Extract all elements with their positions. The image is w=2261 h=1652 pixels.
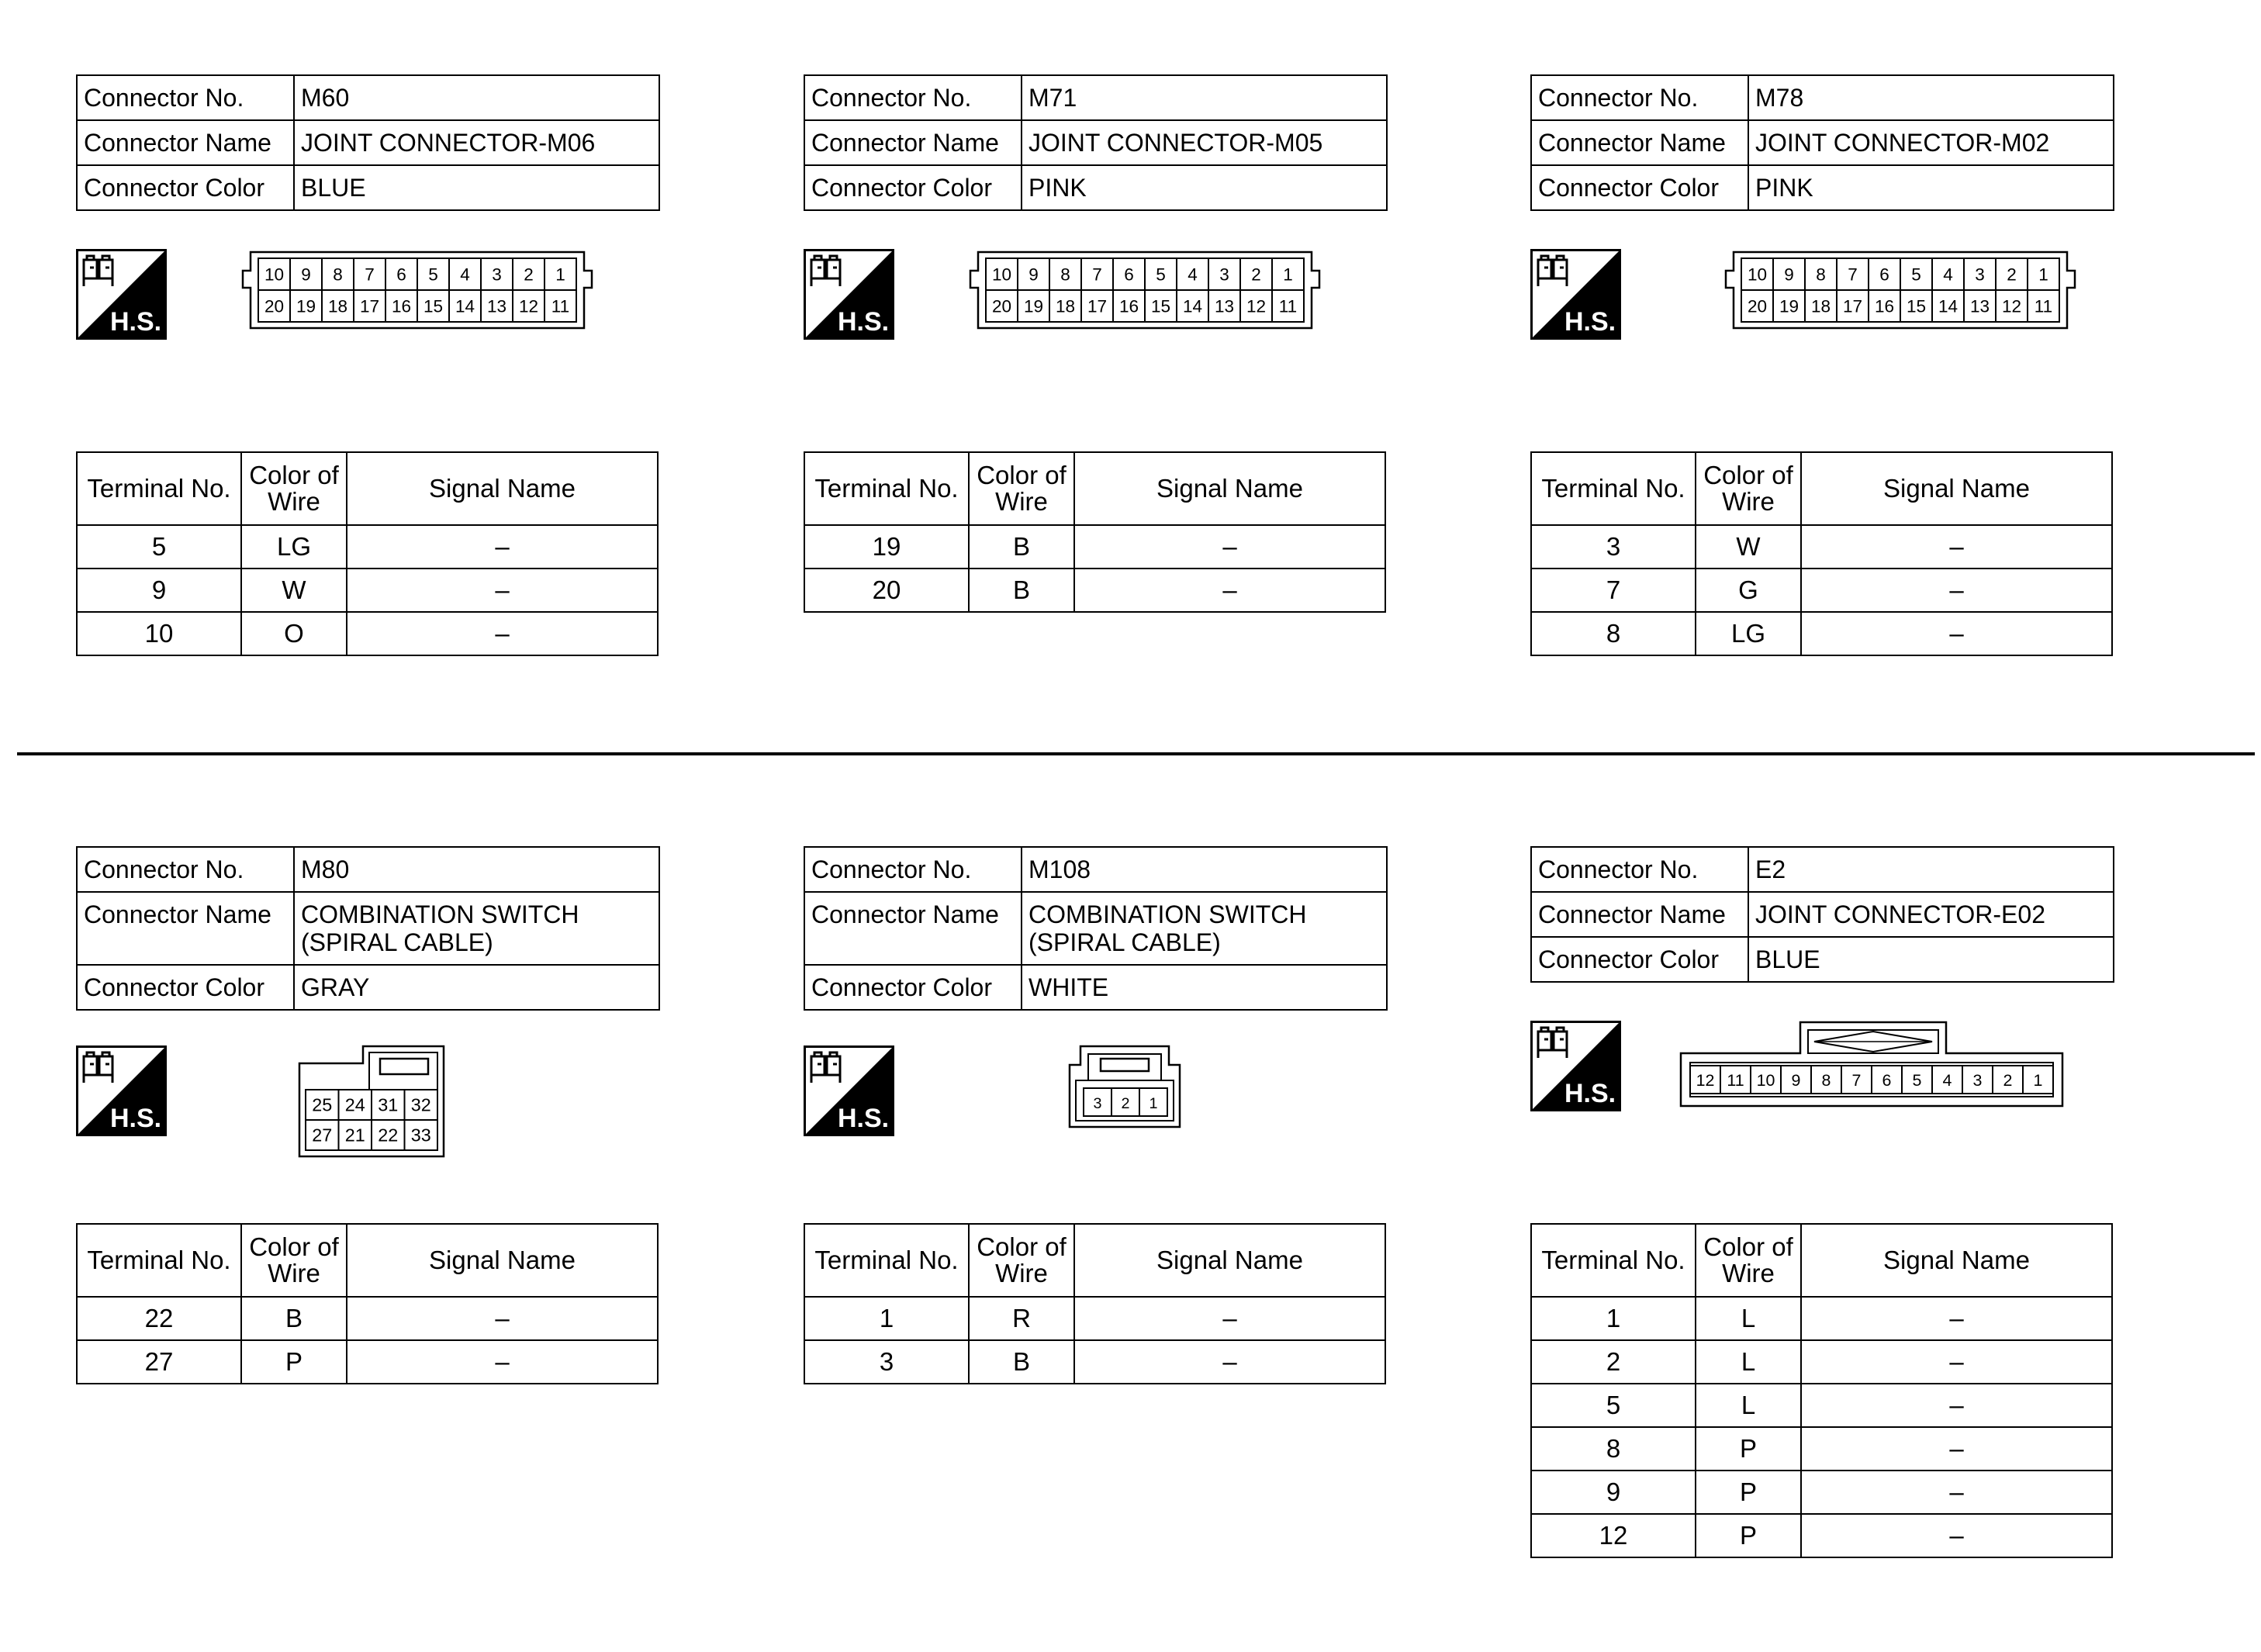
- terminal-no-header: Terminal No.: [1531, 452, 1696, 525]
- connector-face-diagram: [296, 1043, 448, 1160]
- pin-label: 25: [312, 1094, 333, 1115]
- connector-color-label: Connector Color: [804, 165, 1022, 210]
- pin-label: 2: [524, 264, 534, 285]
- pin-label: 16: [1874, 296, 1895, 316]
- hs-badge-label: H.S.: [109, 307, 162, 337]
- signal-name-header: Signal Name: [1801, 452, 2112, 525]
- pin-label: 21: [344, 1125, 365, 1146]
- connector-no-value: M80: [294, 847, 659, 892]
- pin-label: 15: [423, 296, 444, 316]
- pin-label: 10: [264, 264, 285, 285]
- pin-label: 18: [1810, 296, 1831, 316]
- pin-label: 6: [1882, 1071, 1892, 1090]
- table-row: 20 B –: [804, 569, 1385, 612]
- connector-info-table: [1530, 846, 2114, 983]
- table-row: 10 O –: [77, 612, 658, 655]
- pin-label: 9: [1029, 264, 1039, 285]
- pin-label: 14: [1182, 296, 1203, 316]
- terminal-table: [1530, 1223, 2113, 1558]
- pin-label: 6: [1879, 264, 1889, 285]
- connector-info-table: [76, 74, 660, 211]
- terminal-no-header: Terminal No.: [804, 452, 969, 525]
- harness-side-icon: [804, 249, 894, 340]
- table-row: 3 B –: [804, 1340, 1385, 1384]
- pin-label: 20: [264, 296, 285, 316]
- pin-label: 33: [410, 1125, 431, 1146]
- connector-color-value: BLUE: [294, 165, 659, 210]
- pin-label: 12: [2001, 296, 2022, 316]
- pin-label: 17: [359, 296, 380, 316]
- hs-badge-label: H.S.: [1564, 1079, 1616, 1108]
- hs-badge-label: H.S.: [837, 307, 890, 337]
- connector-name-value: COMBINATION SWITCH (SPIRAL CABLE): [1022, 892, 1387, 965]
- pin-label: 5: [1911, 264, 1921, 285]
- harness-side-icon: [76, 249, 167, 340]
- pin-label: 5: [428, 264, 438, 285]
- connector-name-value: JOINT CONNECTOR-E02: [1748, 892, 2114, 937]
- pin-label: 1: [2038, 264, 2048, 285]
- harness-side-icon: [1530, 249, 1621, 340]
- pin-label: 2: [2003, 1071, 2013, 1090]
- connector-color-label: Connector Color: [77, 965, 294, 1010]
- harness-side-icon: [804, 1045, 894, 1136]
- wire-color-header: Color of Wire: [1696, 1224, 1801, 1297]
- pin-label: 5: [1156, 264, 1166, 285]
- connector-name-value: JOINT CONNECTOR-M02: [1748, 120, 2114, 165]
- signal-name-header: Signal Name: [1074, 1224, 1385, 1297]
- harness-side-icon: [76, 1045, 167, 1136]
- table-row: 12 P –: [1531, 1514, 2112, 1557]
- pin-label: 19: [1023, 296, 1044, 316]
- pin-label: 3: [1975, 264, 1985, 285]
- connector-info-table: [804, 846, 1388, 1011]
- connector-face-diagram: [1718, 247, 2083, 333]
- pin-label: 16: [391, 296, 412, 316]
- harness-side-icon: [1530, 1021, 1621, 1111]
- pin-label: 7: [1848, 264, 1858, 285]
- wire-color-header: Color of Wire: [241, 1224, 347, 1297]
- pin-label: 9: [1791, 1071, 1801, 1090]
- table-row: 5 LG –: [77, 525, 658, 569]
- connector-info-table: [76, 846, 660, 1011]
- pin-label: 2: [2007, 264, 2017, 285]
- pin-label: 12: [518, 296, 539, 316]
- pin-label: 17: [1087, 296, 1108, 316]
- pin-label: 18: [327, 296, 348, 316]
- connector-color-label: Connector Color: [1531, 165, 1748, 210]
- table-row: 3 W –: [1531, 525, 2112, 569]
- pin-label: 8: [1816, 264, 1826, 285]
- pin-label: 1: [2033, 1071, 2043, 1090]
- pin-label: 19: [296, 296, 316, 316]
- table-row: 9 P –: [1531, 1471, 2112, 1514]
- pin-label: 15: [1150, 296, 1171, 316]
- connector-info-table: [1530, 74, 2114, 211]
- pin-label: 13: [486, 296, 507, 316]
- pin-label: 2: [1251, 264, 1261, 285]
- pin-label: 3: [1972, 1071, 1983, 1090]
- hs-badge-label: H.S.: [109, 1104, 162, 1133]
- pin-label: 9: [1784, 264, 1794, 285]
- connector-no-value: E2: [1748, 847, 2114, 892]
- connector-no-value: M78: [1748, 75, 2114, 120]
- table-row: 22 B –: [77, 1297, 658, 1340]
- connector-color-value: GRAY: [294, 965, 659, 1010]
- pin-label: 7: [365, 264, 375, 285]
- wire-color-header: Color of Wire: [1696, 452, 1801, 525]
- table-row: 19 B –: [804, 525, 1385, 569]
- pin-label: 11: [2034, 296, 2053, 316]
- table-row: 8 LG –: [1531, 612, 2112, 655]
- wire-color-header: Color of Wire: [969, 1224, 1074, 1297]
- pin-label: 1: [1283, 264, 1293, 285]
- pin-label: 3: [1093, 1095, 1102, 1112]
- terminal-table: [1530, 451, 2113, 656]
- signal-name-header: Signal Name: [347, 452, 658, 525]
- connector-color-value: WHITE: [1022, 965, 1387, 1010]
- pin-label: 4: [1188, 264, 1198, 285]
- connector-color-label: Connector Color: [1531, 937, 1748, 982]
- pin-label: 11: [551, 296, 570, 316]
- connector-face-diagram: [1678, 1019, 2066, 1109]
- connector-block-e2: [1530, 846, 2120, 1622]
- wire-color-header: Color of Wire: [241, 452, 347, 525]
- pin-label: 8: [1060, 264, 1070, 285]
- connector-no-value: M108: [1022, 847, 1387, 892]
- pin-label: 16: [1118, 296, 1139, 316]
- terminal-no-header: Terminal No.: [1531, 1224, 1696, 1297]
- pin-label: 8: [333, 264, 343, 285]
- connector-face-diagram: [235, 247, 600, 333]
- pin-label: 32: [410, 1094, 431, 1115]
- pin-label: 10: [991, 264, 1012, 285]
- connector-name-label: Connector Name: [77, 892, 294, 965]
- pin-label: 7: [1092, 264, 1102, 285]
- connector-block-m108: [804, 846, 1393, 1622]
- table-row: 1 L –: [1531, 1297, 2112, 1340]
- pin-label: 10: [1756, 1071, 1775, 1090]
- connector-face-diagram: [1065, 1043, 1184, 1130]
- connector-info-table: [804, 74, 1388, 211]
- connector-color-label: Connector Color: [77, 165, 294, 210]
- pin-label: 2: [1121, 1095, 1130, 1112]
- pin-label: 18: [1055, 296, 1076, 316]
- pin-label: 7: [1851, 1071, 1862, 1090]
- signal-name-header: Signal Name: [347, 1224, 658, 1297]
- table-row: 8 P –: [1531, 1427, 2112, 1471]
- connector-color-value: BLUE: [1748, 937, 2114, 982]
- connector-name-label: Connector Name: [1531, 892, 1748, 937]
- pin-label: 12: [1696, 1071, 1715, 1090]
- pin-label: 3: [492, 264, 502, 285]
- table-row: 2 L –: [1531, 1340, 2112, 1384]
- pin-label: 13: [1969, 296, 1990, 316]
- pin-label: 6: [396, 264, 406, 285]
- terminal-no-header: Terminal No.: [77, 452, 241, 525]
- pin-label: 10: [1747, 264, 1768, 285]
- connector-block-m80: [76, 846, 666, 1622]
- pin-label: 5: [1912, 1071, 1922, 1090]
- wire-color-header: Color of Wire: [969, 452, 1074, 525]
- section-divider: [17, 752, 2255, 755]
- table-row: 1 R –: [804, 1297, 1385, 1340]
- connector-name-value: JOINT CONNECTOR-M06: [294, 120, 659, 165]
- connector-name-value: JOINT CONNECTOR-M05: [1022, 120, 1387, 165]
- pin-label: 13: [1214, 296, 1235, 316]
- pin-label: 14: [455, 296, 475, 316]
- pin-label: 20: [1747, 296, 1768, 316]
- connector-name-label: Connector Name: [1531, 120, 1748, 165]
- pin-label: 1: [1149, 1095, 1158, 1112]
- connector-block-m60: [76, 74, 666, 850]
- pin-label: 14: [1938, 296, 1958, 316]
- connector-no-value: M71: [1022, 75, 1387, 120]
- table-row: 5 L –: [1531, 1384, 2112, 1427]
- connector-no-label: Connector No.: [77, 847, 294, 892]
- pin-label: 31: [378, 1094, 399, 1115]
- signal-name-header: Signal Name: [1074, 452, 1385, 525]
- connector-no-label: Connector No.: [1531, 75, 1748, 120]
- connector-no-label: Connector No.: [77, 75, 294, 120]
- connector-color-value: PINK: [1748, 165, 2114, 210]
- connector-name-label: Connector Name: [804, 120, 1022, 165]
- pin-label: 9: [301, 264, 311, 285]
- connector-no-label: Connector No.: [1531, 847, 1748, 892]
- pin-label: 17: [1842, 296, 1863, 316]
- connector-face-diagram: [963, 247, 1327, 333]
- connector-name-value: COMBINATION SWITCH (SPIRAL CABLE): [294, 892, 659, 965]
- table-row: 7 G –: [1531, 569, 2112, 612]
- table-row: 9 W –: [77, 569, 658, 612]
- connector-name-label: Connector Name: [77, 120, 294, 165]
- pin-label: 11: [1727, 1071, 1744, 1090]
- terminal-table: [76, 1223, 659, 1384]
- terminal-table: [804, 451, 1386, 613]
- pin-label: 1: [555, 264, 565, 285]
- pin-label: 19: [1779, 296, 1799, 316]
- pin-label: 11: [1278, 296, 1298, 316]
- connector-no-value: M60: [294, 75, 659, 120]
- pin-label: 12: [1246, 296, 1267, 316]
- connector-no-label: Connector No.: [804, 75, 1022, 120]
- hs-badge-label: H.S.: [1564, 307, 1616, 337]
- terminal-no-header: Terminal No.: [77, 1224, 241, 1297]
- pin-label: 4: [1943, 264, 1953, 285]
- table-row: 27 P –: [77, 1340, 658, 1384]
- terminal-table: [76, 451, 659, 656]
- connector-block-m71: [804, 74, 1393, 850]
- pin-label: 3: [1219, 264, 1229, 285]
- terminal-table: [804, 1223, 1386, 1384]
- pin-label: 4: [1942, 1071, 1952, 1090]
- connector-name-label: Connector Name: [804, 892, 1022, 965]
- signal-name-header: Signal Name: [1801, 1224, 2112, 1297]
- connector-color-label: Connector Color: [804, 965, 1022, 1010]
- pin-label: 8: [1821, 1071, 1831, 1090]
- pin-label: 4: [460, 264, 470, 285]
- connector-color-value: PINK: [1022, 165, 1387, 210]
- pin-label: 6: [1124, 264, 1134, 285]
- pin-label: 22: [378, 1125, 399, 1146]
- terminal-no-header: Terminal No.: [804, 1224, 969, 1297]
- pin-label: 15: [1906, 296, 1927, 316]
- hs-badge-label: H.S.: [837, 1104, 890, 1133]
- pin-label: 20: [991, 296, 1012, 316]
- pin-label: 24: [344, 1094, 365, 1115]
- connector-block-m78: [1530, 74, 2120, 850]
- pin-label: 27: [312, 1125, 333, 1146]
- connector-no-label: Connector No.: [804, 847, 1022, 892]
